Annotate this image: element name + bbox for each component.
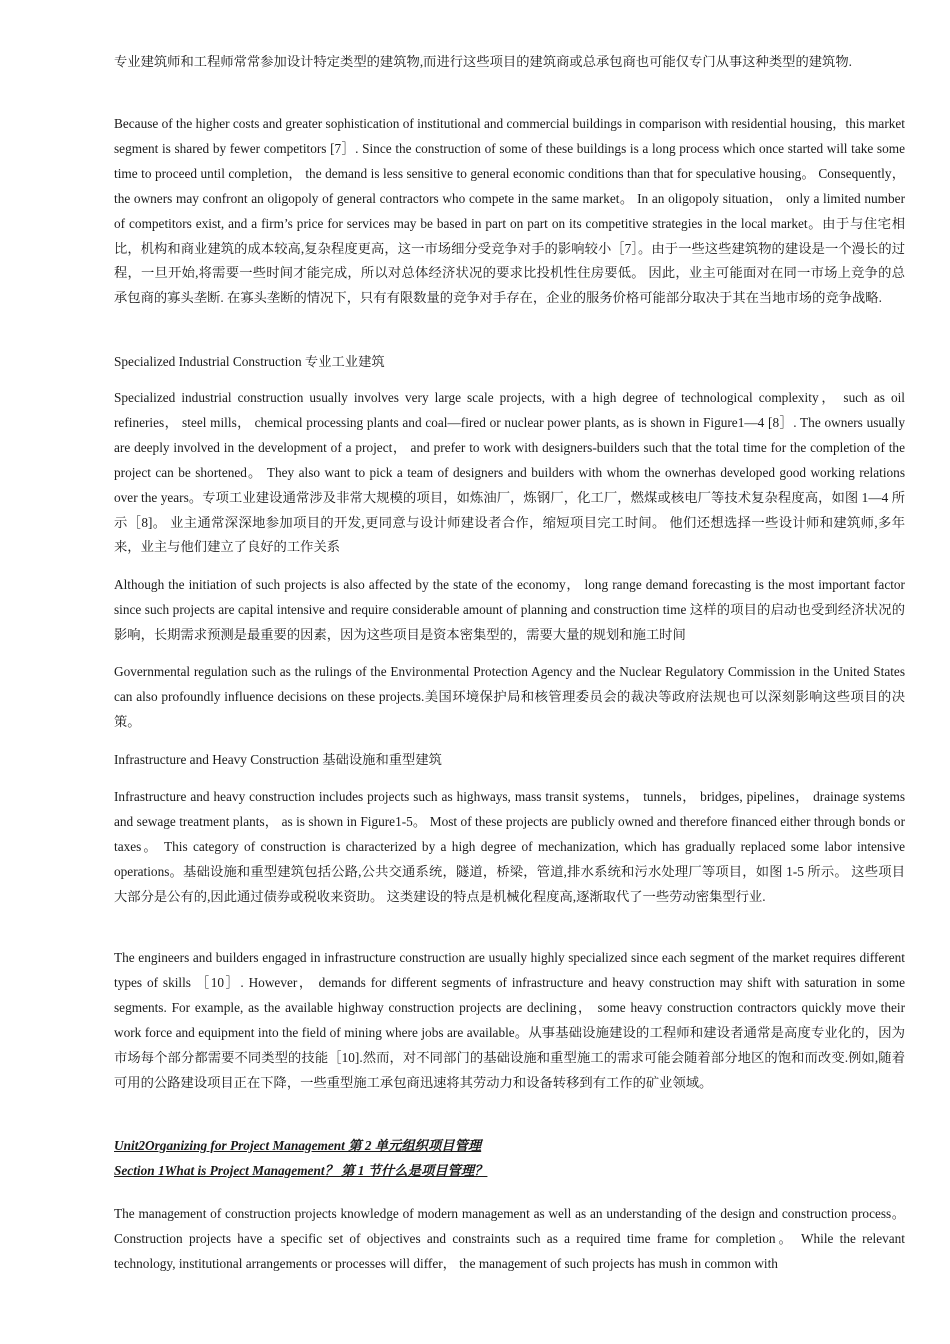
section-heading-infrastructure: Infrastructure and Heavy Construction 基础设施和重型建筑 [114, 752, 442, 767]
paragraph-project-management: The management of construction projects knowledge of modern management as well as an understanding of the design and construction process。 Construction projects have a specific set of objectives and constraints such as a required time frame for completion。 While the relevant technology, institutional arrangements or processes will differ， the management of such projects has mush in common with [114, 1206, 905, 1271]
paragraph-infrastructure-engineers: The engineers and builders engaged in infrastructure construction are usually highly specialized since each segment of the market requires different types of skills ［10］. However， demands for different segments of infrastructure and heavy construction may shift with saturation in some segments. For example, as the available highway construction projects are declining， some heavy construction contractors quickly move their work force and equipment into the field of mining where jobs are available。从事基础设施建设的工程师和建设者通常是高度专业化的，因为市场每个部分都需要不同类型的技能［10].然而，对不同部门的基础设施和重型施工的需求可能会随着部分地区的饱和而改变.例如,随着可用的公路建设项目正在下降，一些重型施工承包商迅速将其劳动力和设备转移到有工作的矿业领域。 [114, 950, 905, 1090]
paragraph-project-initiation: Although the initiation of such projects is also affected by the state of the economy， long range demand forecasting is the most important factor since such projects are capital intensive and require considerable amount of planning and construction time 这样的项目的启动也受到经济状况的影响，长期需求预测是最重要的因素，因为这些项目是资本密集型的，需要大量的规划和施工时间 [114, 577, 905, 642]
paragraph-infrastructure: Infrastructure and heavy construction includes projects such as highways, mass transit systems， tunnels， bridges, pipelines， drainage systems and sewage treatment plants， as is shown in Figure1-5。 Most of these projects are publicly owned and therefore financed either through bonds or taxes。 This category of construction is characterized by a high degree of mechanization, which has gradually replaced some labor intensive operations。基础设施和重型建筑包括公路,公共交通系统，隧道，桥梁，管道,排水系统和污水处理厂等项目，如图 1-5 所示。 这些项目大部分是公有的,因此通过债券或税收来资助。 这类建设的特点是机械化程度高,逐渐取代了一些劳动密集型行业. [114, 789, 905, 904]
paragraph-governmental-regulation: Governmental regulation such as the rulings of the Environmental Protection Agency and the Nuclear Regulatory Commission in the United States can also profoundly influence decisions on these projects.美国环境保护局和核管理委员会的裁决等政府法规也可以深刻影响这些项目的决策。 [114, 664, 905, 729]
unit-heading: Unit2Organizing for Project Management 第 2 单元组织项目管理 [114, 1138, 482, 1153]
section-heading-project-management: Section 1What is Project Management？ 第 1 节什么是项目管理？ [114, 1163, 488, 1178]
section-heading-specialized-industrial: Specialized Industrial Construction 专业工业建筑 [114, 354, 385, 369]
paragraph-specialized-buildings-cn: 专业建筑师和工程师常常参加设计特定类型的建筑物,而进行这些项目的建筑商或总承包商也可能仅专门从事这种类型的建筑物. [114, 54, 852, 69]
paragraph-specialized-industrial: Specialized industrial construction usually involves very large scale projects, with a high degree of technological complexity， such as oil refineries， steel mills， chemical processing plants and coal—fired or nuclear power plants, as is shown in Figure1—4 [8］. The owners usually are deeply involved in the development of a project， and prefer to work with designers-builders such that the total time for the completion of the project can be shortened。 They also want to pick a team of designers and builders with whom the ownerhas developed good working relations over the years。专项工业建设通常涉及非常大规模的项目，如炼油厂，炼钢厂，化工厂，燃煤或核电厂等技术复杂程度高，如图 1—4 所示［8]。 业主通常深深地参加项目的开发,更同意与设计师建设者合作，缩短项目完工时间。 他们还想选择一些设计师和建筑师,多年来，业主与他们建立了良好的工作关系 [114, 390, 905, 555]
paragraph-institutional-commercial: Because of the higher costs and greater sophistication of institutional and commercial buildings in comparison with residential housing，this market segment is shared by fewer competitors [7］. Since the construction of some of these buildings is a long process which once started will take some time to proceed until completion， the demand is less sensitive to general economic conditions than that for speculative housing。 Consequently， the owners may confront an oligopoly of general contractors who compete in the same market。 In an oligopoly situation， only a limited number of competitors exist, and a firm’s price for services may be based in part on part on its competitive strategies in the local market。由于与住宅相比，机构和商业建筑的成本较高,复杂程度更高，这一市场细分受竞争对手的影响较小［7］。由于一些这些建筑物的建设是一个漫长的过程，一旦开始,将需要一些时间才能完成，所以对总体经济状况的要求比投机性住房要低。 因此，业主可能面对在同一市场上竞争的总承包商的寡头垄断. 在寡头垄断的情况下，只有有限数量的竞争对手存在，企业的服务价格可能部分取决于其在当地市场的竞争战略. [114, 116, 905, 306]
